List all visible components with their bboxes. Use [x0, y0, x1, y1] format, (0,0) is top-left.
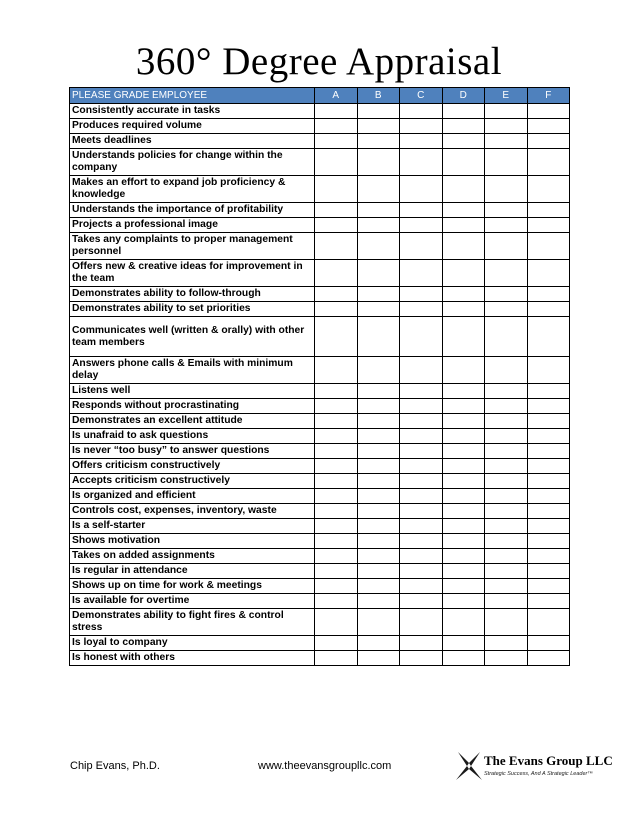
- grade-column-f: F: [527, 88, 570, 104]
- grade-cell-a[interactable]: [315, 594, 358, 609]
- grade-cell-b[interactable]: [357, 609, 400, 636]
- grade-cell-e[interactable]: [485, 579, 528, 594]
- appraisal-table: [69, 87, 570, 666]
- grade-cell-c[interactable]: [400, 203, 443, 218]
- grade-cell-c[interactable]: [400, 459, 443, 474]
- grade-cell-f[interactable]: [527, 429, 570, 444]
- table-header-row: [70, 88, 570, 104]
- grade-cell-d[interactable]: [442, 119, 485, 134]
- criterion-label: Understands the importance of profitability: [70, 203, 315, 218]
- grade-cell-a[interactable]: [315, 429, 358, 444]
- grade-cell-c[interactable]: [400, 287, 443, 302]
- table-row: [70, 579, 570, 594]
- table-row: [70, 119, 570, 134]
- table-row: [70, 203, 570, 218]
- grade-cell-b[interactable]: [357, 549, 400, 564]
- grade-cell-d[interactable]: [442, 260, 485, 287]
- grade-cell-b[interactable]: [357, 399, 400, 414]
- grade-cell-e[interactable]: [485, 549, 528, 564]
- grade-cell-b[interactable]: [357, 429, 400, 444]
- grade-cell-e[interactable]: [485, 474, 528, 489]
- grade-cell-a[interactable]: [315, 651, 358, 666]
- grade-cell-d[interactable]: [442, 384, 485, 399]
- grade-cell-f[interactable]: [527, 104, 570, 119]
- grade-cell-a[interactable]: [315, 489, 358, 504]
- table-row: [70, 549, 570, 564]
- grade-cell-e[interactable]: [485, 444, 528, 459]
- grade-cell-f[interactable]: [527, 384, 570, 399]
- grade-cell-d[interactable]: [442, 218, 485, 233]
- grade-cell-e[interactable]: [485, 176, 528, 203]
- grade-cell-e[interactable]: [485, 149, 528, 176]
- grade-cell-a[interactable]: [315, 218, 358, 233]
- grade-cell-c[interactable]: [400, 134, 443, 149]
- grade-cell-b[interactable]: [357, 203, 400, 218]
- grade-cell-a[interactable]: [315, 203, 358, 218]
- criterion-label: Is loyal to company: [70, 636, 315, 651]
- footer-author: Chip Evans, Ph.D.: [70, 760, 160, 772]
- grade-column-d: D: [442, 88, 485, 104]
- grade-cell-a[interactable]: [315, 504, 358, 519]
- criterion-label: Is honest with others: [70, 651, 315, 666]
- grade-cell-c[interactable]: [400, 119, 443, 134]
- table-row: [70, 260, 570, 287]
- criterion-label: Communicates well (written & orally) with other team members: [70, 317, 315, 357]
- grade-cell-c[interactable]: [400, 534, 443, 549]
- criterion-label: Responds without procrastinating: [70, 399, 315, 414]
- grade-cell-e[interactable]: [485, 504, 528, 519]
- grade-cell-e[interactable]: [485, 384, 528, 399]
- criterion-label: Produces required volume: [70, 119, 315, 134]
- grade-cell-a[interactable]: [315, 149, 358, 176]
- grade-cell-e[interactable]: [485, 260, 528, 287]
- grade-cell-f[interactable]: [527, 636, 570, 651]
- grade-cell-c[interactable]: [400, 149, 443, 176]
- table-row: [70, 399, 570, 414]
- grade-cell-a[interactable]: [315, 399, 358, 414]
- table-row: [70, 534, 570, 549]
- grade-cell-a[interactable]: [315, 579, 358, 594]
- grade-cell-f[interactable]: [527, 119, 570, 134]
- grade-cell-b[interactable]: [357, 474, 400, 489]
- table-row: [70, 594, 570, 609]
- grade-header-label: PLEASE GRADE EMPLOYEE: [70, 88, 315, 104]
- grade-cell-c[interactable]: [400, 176, 443, 203]
- grade-cell-c[interactable]: [400, 636, 443, 651]
- grade-cell-c[interactable]: [400, 218, 443, 233]
- grade-cell-d[interactable]: [442, 459, 485, 474]
- table-row: [70, 489, 570, 504]
- table-row: [70, 519, 570, 534]
- grade-cell-c[interactable]: [400, 399, 443, 414]
- grade-cell-c[interactable]: [400, 549, 443, 564]
- criterion-label: Accepts criticism constructively: [70, 474, 315, 489]
- grade-cell-e[interactable]: [485, 519, 528, 534]
- criterion-label: Offers new & creative ideas for improvement in the team: [70, 260, 315, 287]
- grade-cell-d[interactable]: [442, 579, 485, 594]
- grade-cell-e[interactable]: [485, 317, 528, 357]
- table-row: [70, 459, 570, 474]
- grade-cell-d[interactable]: [442, 176, 485, 203]
- grade-cell-d[interactable]: [442, 504, 485, 519]
- table-row: [70, 104, 570, 119]
- grade-cell-b[interactable]: [357, 564, 400, 579]
- criteria-list: [70, 104, 570, 666]
- grade-cell-f[interactable]: [527, 302, 570, 317]
- grade-cell-a[interactable]: [315, 384, 358, 399]
- grade-cell-f[interactable]: [527, 134, 570, 149]
- criterion-label: Shows up on time for work & meetings: [70, 579, 315, 594]
- grade-cell-c[interactable]: [400, 260, 443, 287]
- grade-cell-e[interactable]: [485, 302, 528, 317]
- table-row: [70, 564, 570, 579]
- grade-cell-b[interactable]: [357, 233, 400, 260]
- grade-cell-f[interactable]: [527, 549, 570, 564]
- grade-cell-e[interactable]: [485, 119, 528, 134]
- grade-cell-a[interactable]: [315, 176, 358, 203]
- grade-cell-b[interactable]: [357, 636, 400, 651]
- grade-cell-d[interactable]: [442, 287, 485, 302]
- grade-cell-d[interactable]: [442, 149, 485, 176]
- grade-cell-c[interactable]: [400, 444, 443, 459]
- grade-cell-c[interactable]: [400, 489, 443, 504]
- footer-website[interactable]: www.theevansgroupllc.com: [258, 760, 392, 772]
- table-row: [70, 176, 570, 203]
- grade-cell-e[interactable]: [485, 636, 528, 651]
- grade-cell-d[interactable]: [442, 474, 485, 489]
- grade-cell-a[interactable]: [315, 519, 358, 534]
- grade-cell-e[interactable]: [485, 429, 528, 444]
- grade-cell-f[interactable]: [527, 519, 570, 534]
- grade-cell-c[interactable]: [400, 564, 443, 579]
- grade-cell-b[interactable]: [357, 384, 400, 399]
- grade-cell-e[interactable]: [485, 564, 528, 579]
- grade-cell-c[interactable]: [400, 609, 443, 636]
- grade-cell-a[interactable]: [315, 414, 358, 429]
- criterion-label: Projects a professional image: [70, 218, 315, 233]
- grade-cell-b[interactable]: [357, 594, 400, 609]
- grade-cell-f[interactable]: [527, 203, 570, 218]
- grade-cell-f[interactable]: [527, 414, 570, 429]
- grade-cell-d[interactable]: [442, 104, 485, 119]
- grade-cell-e[interactable]: [485, 134, 528, 149]
- grade-cell-d[interactable]: [442, 414, 485, 429]
- grade-cell-f[interactable]: [527, 504, 570, 519]
- grade-cell-f[interactable]: [527, 609, 570, 636]
- grade-cell-a[interactable]: [315, 636, 358, 651]
- grade-cell-f[interactable]: [527, 459, 570, 474]
- criterion-label: Demonstrates ability to follow-through: [70, 287, 315, 302]
- grade-column-c: C: [400, 88, 443, 104]
- page-title: 360° Degree Appraisal: [135, 40, 503, 83]
- grade-cell-b[interactable]: [357, 302, 400, 317]
- table-row: [70, 287, 570, 302]
- grade-cell-f[interactable]: [527, 489, 570, 504]
- grade-cell-c[interactable]: [400, 104, 443, 119]
- grade-cell-b[interactable]: [357, 459, 400, 474]
- grade-cell-c[interactable]: [400, 414, 443, 429]
- criterion-label: Is a self-starter: [70, 519, 315, 534]
- criterion-label: Offers criticism constructively: [70, 459, 315, 474]
- table-row: [70, 357, 570, 384]
- table-row: [70, 233, 570, 260]
- grade-cell-e[interactable]: [485, 203, 528, 218]
- grade-cell-b[interactable]: [357, 149, 400, 176]
- grade-cell-e[interactable]: [485, 534, 528, 549]
- criterion-label: Makes an effort to expand job proficiency & knowledge: [70, 176, 315, 203]
- grade-cell-e[interactable]: [485, 609, 528, 636]
- criterion-label: Understands policies for change within the company: [70, 149, 315, 176]
- grade-cell-f[interactable]: [527, 149, 570, 176]
- grade-cell-c[interactable]: [400, 233, 443, 260]
- criterion-label: Demonstrates ability to fight fires & control stress: [70, 609, 315, 636]
- logo-star-icon: [454, 750, 484, 782]
- grade-cell-f[interactable]: [527, 399, 570, 414]
- grade-cell-a[interactable]: [315, 134, 358, 149]
- grade-cell-d[interactable]: [442, 203, 485, 218]
- grade-cell-a[interactable]: [315, 260, 358, 287]
- criterion-label: Listens well: [70, 384, 315, 399]
- criterion-label: Shows motivation: [70, 534, 315, 549]
- grade-cell-a[interactable]: [315, 474, 358, 489]
- grade-cell-f[interactable]: [527, 564, 570, 579]
- grade-cell-e[interactable]: [485, 357, 528, 384]
- grade-cell-d[interactable]: [442, 534, 485, 549]
- grade-cell-d[interactable]: [442, 399, 485, 414]
- grade-cell-d[interactable]: [442, 429, 485, 444]
- grade-cell-b[interactable]: [357, 519, 400, 534]
- grade-cell-f[interactable]: [527, 357, 570, 384]
- grade-cell-b[interactable]: [357, 414, 400, 429]
- criterion-label: Consistently accurate in tasks: [70, 104, 315, 119]
- criterion-label: Answers phone calls & Emails with minimum delay: [70, 357, 315, 384]
- grade-cell-c[interactable]: [400, 474, 443, 489]
- grade-cell-b[interactable]: [357, 534, 400, 549]
- grade-cell-f[interactable]: [527, 444, 570, 459]
- grade-cell-b[interactable]: [357, 444, 400, 459]
- table-row: [70, 651, 570, 666]
- grade-cell-c[interactable]: [400, 504, 443, 519]
- criterion-label: Controls cost, expenses, inventory, waste: [70, 504, 315, 519]
- grade-cell-c[interactable]: [400, 357, 443, 384]
- grade-cell-f[interactable]: [527, 534, 570, 549]
- grade-cell-e[interactable]: [485, 287, 528, 302]
- criterion-label: Takes on added assignments: [70, 549, 315, 564]
- grade-cell-f[interactable]: [527, 594, 570, 609]
- grade-cell-d[interactable]: [442, 357, 485, 384]
- grade-cell-c[interactable]: [400, 302, 443, 317]
- grade-cell-e[interactable]: [485, 233, 528, 260]
- grade-cell-f[interactable]: [527, 579, 570, 594]
- grade-cell-c[interactable]: [400, 594, 443, 609]
- table-row: [70, 609, 570, 636]
- table-row: [70, 302, 570, 317]
- grade-column-e: E: [485, 88, 528, 104]
- grade-cell-b[interactable]: [357, 287, 400, 302]
- grade-cell-f[interactable]: [527, 260, 570, 287]
- grade-cell-f[interactable]: [527, 651, 570, 666]
- grade-cell-b[interactable]: [357, 104, 400, 119]
- grade-cell-c[interactable]: [400, 384, 443, 399]
- grade-cell-b[interactable]: [357, 489, 400, 504]
- criterion-label: Demonstrates an excellent attitude: [70, 414, 315, 429]
- grade-cell-d[interactable]: [442, 302, 485, 317]
- grade-cell-d[interactable]: [442, 134, 485, 149]
- grade-cell-a[interactable]: [315, 549, 358, 564]
- table-row: [70, 218, 570, 233]
- grade-cell-a[interactable]: [315, 104, 358, 119]
- grade-cell-b[interactable]: [357, 651, 400, 666]
- grade-cell-c[interactable]: [400, 317, 443, 357]
- grade-column-b: B: [357, 88, 400, 104]
- grade-cell-e[interactable]: [485, 594, 528, 609]
- grade-cell-e[interactable]: [485, 104, 528, 119]
- grade-cell-d[interactable]: [442, 594, 485, 609]
- criterion-label: Is unafraid to ask questions: [70, 429, 315, 444]
- grade-cell-a[interactable]: [315, 609, 358, 636]
- company-logo: [454, 750, 613, 790]
- grade-cell-d[interactable]: [442, 609, 485, 636]
- criterion-label: Takes any complaints to proper management personnel: [70, 233, 315, 260]
- grade-cell-e[interactable]: [485, 414, 528, 429]
- grade-cell-c[interactable]: [400, 519, 443, 534]
- grade-cell-b[interactable]: [357, 218, 400, 233]
- table-row: [70, 444, 570, 459]
- grade-cell-b[interactable]: [357, 579, 400, 594]
- grade-cell-c[interactable]: [400, 579, 443, 594]
- grade-cell-b[interactable]: [357, 357, 400, 384]
- grade-cell-d[interactable]: [442, 444, 485, 459]
- grade-cell-a[interactable]: [315, 444, 358, 459]
- table-row: [70, 134, 570, 149]
- grade-cell-f[interactable]: [527, 474, 570, 489]
- grade-cell-e[interactable]: [485, 218, 528, 233]
- grade-cell-b[interactable]: [357, 176, 400, 203]
- logo-tagline: Strategic Success, And A Strategic Leader™: [484, 771, 593, 777]
- grade-cell-e[interactable]: [485, 651, 528, 666]
- table-row: [70, 317, 570, 357]
- table-row: [70, 429, 570, 444]
- logo-name: The Evans Group LLC: [484, 753, 613, 768]
- grade-cell-e[interactable]: [485, 489, 528, 504]
- table-row: [70, 504, 570, 519]
- grade-cell-d[interactable]: [442, 519, 485, 534]
- grade-cell-c[interactable]: [400, 651, 443, 666]
- grade-cell-b[interactable]: [357, 119, 400, 134]
- criterion-label: Demonstrates ability to set priorities: [70, 302, 315, 317]
- grade-cell-a[interactable]: [315, 564, 358, 579]
- table-row: [70, 384, 570, 399]
- grade-cell-a[interactable]: [315, 534, 358, 549]
- grade-cell-d[interactable]: [442, 636, 485, 651]
- grade-cell-b[interactable]: [357, 504, 400, 519]
- criterion-label: Is never “too busy” to answer questions: [70, 444, 315, 459]
- grade-cell-a[interactable]: [315, 357, 358, 384]
- grade-cell-a[interactable]: [315, 317, 358, 357]
- grade-cell-a[interactable]: [315, 119, 358, 134]
- grade-cell-f[interactable]: [527, 233, 570, 260]
- grade-cell-d[interactable]: [442, 564, 485, 579]
- grade-cell-c[interactable]: [400, 429, 443, 444]
- grade-cell-d[interactable]: [442, 651, 485, 666]
- grade-cell-b[interactable]: [357, 134, 400, 149]
- grade-cell-f[interactable]: [527, 317, 570, 357]
- criterion-label: Is available for overtime: [70, 594, 315, 609]
- grade-cell-b[interactable]: [357, 260, 400, 287]
- table-row: [70, 149, 570, 176]
- grade-cell-a[interactable]: [315, 302, 358, 317]
- table-row: [70, 636, 570, 651]
- grade-cell-a[interactable]: [315, 287, 358, 302]
- grade-cell-e[interactable]: [485, 399, 528, 414]
- table-row: [70, 414, 570, 429]
- grade-cell-d[interactable]: [442, 317, 485, 357]
- grade-cell-d[interactable]: [442, 549, 485, 564]
- grade-cell-f[interactable]: [527, 218, 570, 233]
- grade-cell-f[interactable]: [527, 287, 570, 302]
- grade-cell-d[interactable]: [442, 233, 485, 260]
- criterion-label: Is regular in attendance: [70, 564, 315, 579]
- grade-cell-e[interactable]: [485, 459, 528, 474]
- grade-column-a: A: [315, 88, 358, 104]
- criterion-label: Is organized and efficient: [70, 489, 315, 504]
- grade-cell-d[interactable]: [442, 489, 485, 504]
- table-row: [70, 474, 570, 489]
- grade-cell-a[interactable]: [315, 233, 358, 260]
- grade-cell-b[interactable]: [357, 317, 400, 357]
- grade-cell-f[interactable]: [527, 176, 570, 203]
- grade-cell-a[interactable]: [315, 459, 358, 474]
- criterion-label: Meets deadlines: [70, 134, 315, 149]
